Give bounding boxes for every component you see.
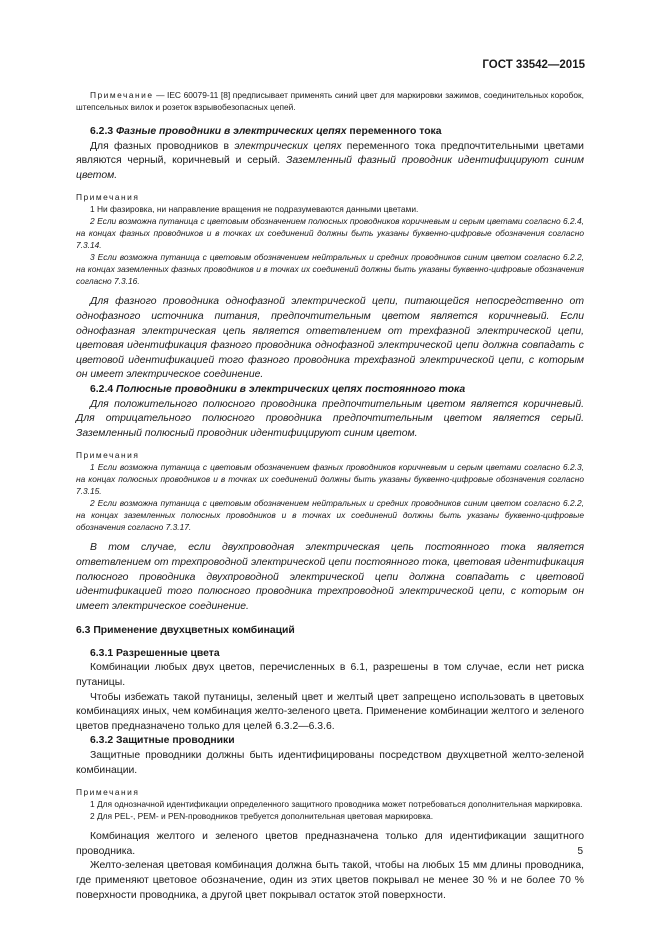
note-text: — IEC 60079-11 [8] предписывает применять синий цвет для маркировки зажимов, соединительных коробок, штепсельных вилок и розеток взрывобезопасных цепей. xyxy=(76,90,584,112)
section-6-2-4-para-2: В том случае, если двухпроводная электрическая цепь постоянного тока является ответвлением от трехпроводной электрической цепи постоянного тока, цветовая идентификация полюсного проводника двухпроводной электрической цепи должна совпадать с цветовой идентификацией того полюсного проводника трехпроводной электрической цепи, с которым он имеет электрическое соединение. xyxy=(76,542,584,612)
page-content xyxy=(76,89,584,903)
text-run-italic: Заземленный фазный проводник идентифицируют синим цветом. xyxy=(76,155,584,181)
text-run-italic: электрических цепях xyxy=(234,140,342,152)
note-item: 2 Для PEL-, PEM- и PEN-проводников требуется дополнительная цветовая маркировка. xyxy=(90,811,434,822)
document-id-header: ГОСТ 33542—2015 xyxy=(482,59,585,71)
section-6-3-1-para-1: Комбинации любых двух цветов, перечисленных в 6.1, разрешены в том случае, если нет риска путаницы. xyxy=(76,662,584,689)
page-number: 5 xyxy=(577,846,583,857)
notes-title: Примечания xyxy=(76,192,140,203)
section-6-3-1-para-2: Чтобы избежать такой путаницы, зеленый цвет и желтый цвет запрещено использовать в цветовых комбинациях иных, чем комбинация желто-зеленого цвета. Применение комбинации желтого и зеленого цветов предназначено только для целей 6.3.2—6.3.6. xyxy=(76,691,584,732)
note-item: 3 Если возможна путаница с цветовым обозначением нейтральных и средних проводников синим цветом согласно 6.2.2, на концах заземленных фазных проводников и в точках их соединений должны быть указаны буквенно-цифровые обозначения согласно 7.3.16. xyxy=(76,252,584,287)
section-number: 6.2.4 xyxy=(90,383,116,395)
note-item: 2 Если возможна путаница с цветовым обозначением полюсных проводников коричневым и серым цветами согласно 6.2.4, на концах фазных проводников и в точках их соединений должны быть указаны буквенно-цифровые обозначения согласно 7.3.14. xyxy=(76,216,584,251)
notes-title: Примечания xyxy=(76,787,140,798)
section-title-italic: Полюсные проводники в электрических цепях постоянного тока xyxy=(116,383,466,395)
note-item: 2 Если возможна путаница с цветовым обозначением нейтральных и средних проводников синим цветом согласно 6.2.2, на концах заземленных полюсных проводников и в точках их соединений должны быть указаны буквенно-цифровые обозначения согласно 7.3.17. xyxy=(76,498,584,533)
text-run: Для фазных проводников в xyxy=(90,140,235,152)
section-6-2-3-para-1 xyxy=(76,140,584,184)
section-6-2-4-para-1: Для положительного полюсного проводника предпочтительным цветом является коричневый. Для отрицательного полюсного проводника предпочтительным цветом является серый. Заземленный полюсный проводник идентифицируют синим цветом. xyxy=(76,398,584,439)
note-iec-blue xyxy=(76,89,584,113)
section-number: 6.2.3 xyxy=(90,126,116,137)
section-6-3-2-para-3: Желто-зеленая цветовая комбинация должна быть такой, чтобы на любых 15 мм длины проводника, где применяют цветовое обозначение, один из этих цветов покрывал не менее 30 % и не более 70 % поверхности проводника, а другой цвет покрывал остаток этой поверхности. xyxy=(76,860,584,901)
section-6-3-2-para-1: Защитные проводники должны быть идентифицированы посредством двухцветной желто-зеленой комбинации. xyxy=(76,750,584,776)
section-6-3-heading: 6.3 Применение двухцветных комбинаций xyxy=(76,625,295,637)
section-6-3-2-para-2: Комбинация желтого и зеленого цветов предназначена только для идентификации защитного проводника. xyxy=(76,831,584,857)
note-label: Примечание xyxy=(90,90,154,100)
section-title-italic: Фазные проводники в электрических цепях xyxy=(116,126,347,137)
section-title-rest: переменного тока xyxy=(346,126,442,137)
text-run: переменного тока предпочтительными цветами являются черный, коричневый и серый. xyxy=(76,140,584,167)
section-6-2-4-heading xyxy=(76,383,584,398)
note-item: 1 Для однозначной идентификации определенного защитного проводника может потребоваться дополнительная маркировка. xyxy=(90,799,583,810)
note-item: 1 Ни фазировка, ни направление вращения не подразумеваются данными цветами. xyxy=(90,204,419,215)
section-6-3-2-heading: 6.3.2 Защитные проводники xyxy=(90,735,235,747)
section-6-2-3-heading xyxy=(76,125,584,140)
notes-title: Примечания xyxy=(76,450,140,461)
note-item: 1 Если возможна путаница с цветовым обозначением фазных проводников коричневым и серым цветами согласно 6.2.3, на концах полюсных проводников и в точках их соединений должны быть указаны буквенно-цифровые обозначения согласно 7.3.15. xyxy=(76,462,584,497)
section-6-2-3-para-2: Для фазного проводника однофазной электрической цепи, питающейся непосредственно от однофазного источника питания, предпочтительным цветом является коричневый. Если однофазная электрическая цепь является ответвлением от трехфазной электрической цепи, цветовая идентификация фазного проводника однофазной электрической цепи должна совпадать с цветовой идентификацией того фазного проводника трехфазной электрической цепи, с которым он имеет электрическое соединение. xyxy=(76,296,584,381)
section-6-3-1-heading: 6.3.1 Разрешенные цвета xyxy=(90,647,220,659)
